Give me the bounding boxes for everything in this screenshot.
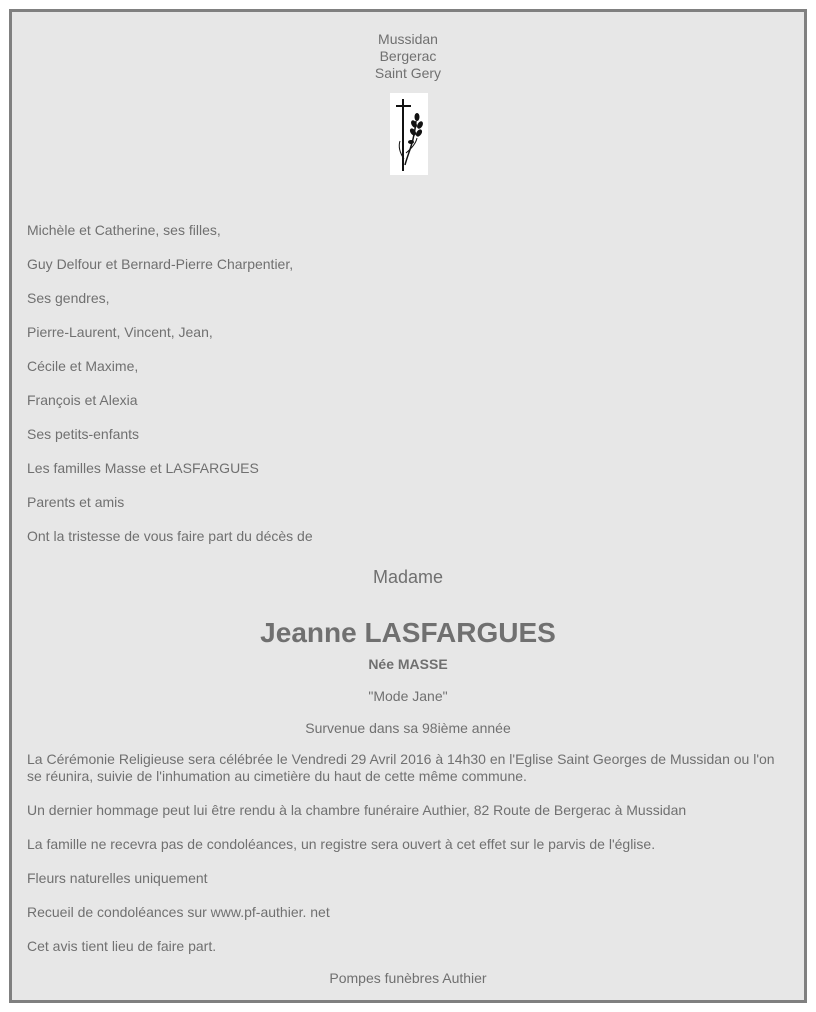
family-line: Pierre-Laurent, Vincent, Jean, (27, 324, 213, 340)
deceased-title: Madame (372, 567, 444, 587)
family-line: Guy Delfour et Bernard-Pierre Charpentier, (27, 256, 294, 272)
detail-paragraph: La famille ne recevra pas de condoléances, un registre sera ouvert à cet effet sur le parvis de l'église. (27, 836, 656, 852)
detail-paragraph: La Cérémonie Religieuse sera célébrée le Vendredi 29 Avril 2016 à 14h30 en l'Eglise Saint Georges de Mussidan ou l'on se réunira, suivie de l'inhumation au cimetière du haut de cette même commune. (27, 751, 775, 784)
age-line: Survenue dans sa 98ième année (305, 720, 511, 736)
family-line: Parents et amis (27, 494, 125, 510)
nickname: "Mode Jane" (368, 688, 448, 704)
family-line: Ses petits-enfants (27, 426, 140, 442)
maiden-name: Née MASSE (368, 656, 448, 672)
obituary-notice (9, 9, 807, 1003)
detail-paragraph: Cet avis tient lieu de faire part. (27, 938, 217, 954)
family-list (27, 221, 313, 561)
locations (12, 31, 804, 82)
family-line: Les familles Masse et LASFARGUES (27, 460, 259, 476)
detail-paragraph: Recueil de condoléances sur www.pf-authier. net (27, 904, 330, 920)
location-1: Mussidan (378, 31, 438, 47)
family-line: Michèle et Catherine, ses filles, (27, 222, 221, 238)
detail-paragraph: Fleurs naturelles uniquement (27, 870, 208, 886)
cross-with-wheat-icon (390, 93, 428, 175)
location-3: Saint Gery (374, 65, 442, 81)
deceased-name: Jeanne LASFARGUES (260, 617, 556, 648)
family-line: Cécile et Maxime, (27, 358, 139, 374)
signature: Pompes funèbres Authier (329, 970, 487, 986)
family-line: François et Alexia (27, 392, 138, 408)
family-line: Ont la tristesse de vous faire part du décès de (27, 528, 313, 544)
detail-paragraph: Un dernier hommage peut lui être rendu à la chambre funéraire Authier, 82 Route de Bergerac à Mussidan (27, 802, 687, 818)
ceremony-details (27, 751, 789, 972)
location-2: Bergerac (379, 48, 437, 64)
family-line: Ses gendres, (27, 290, 110, 306)
